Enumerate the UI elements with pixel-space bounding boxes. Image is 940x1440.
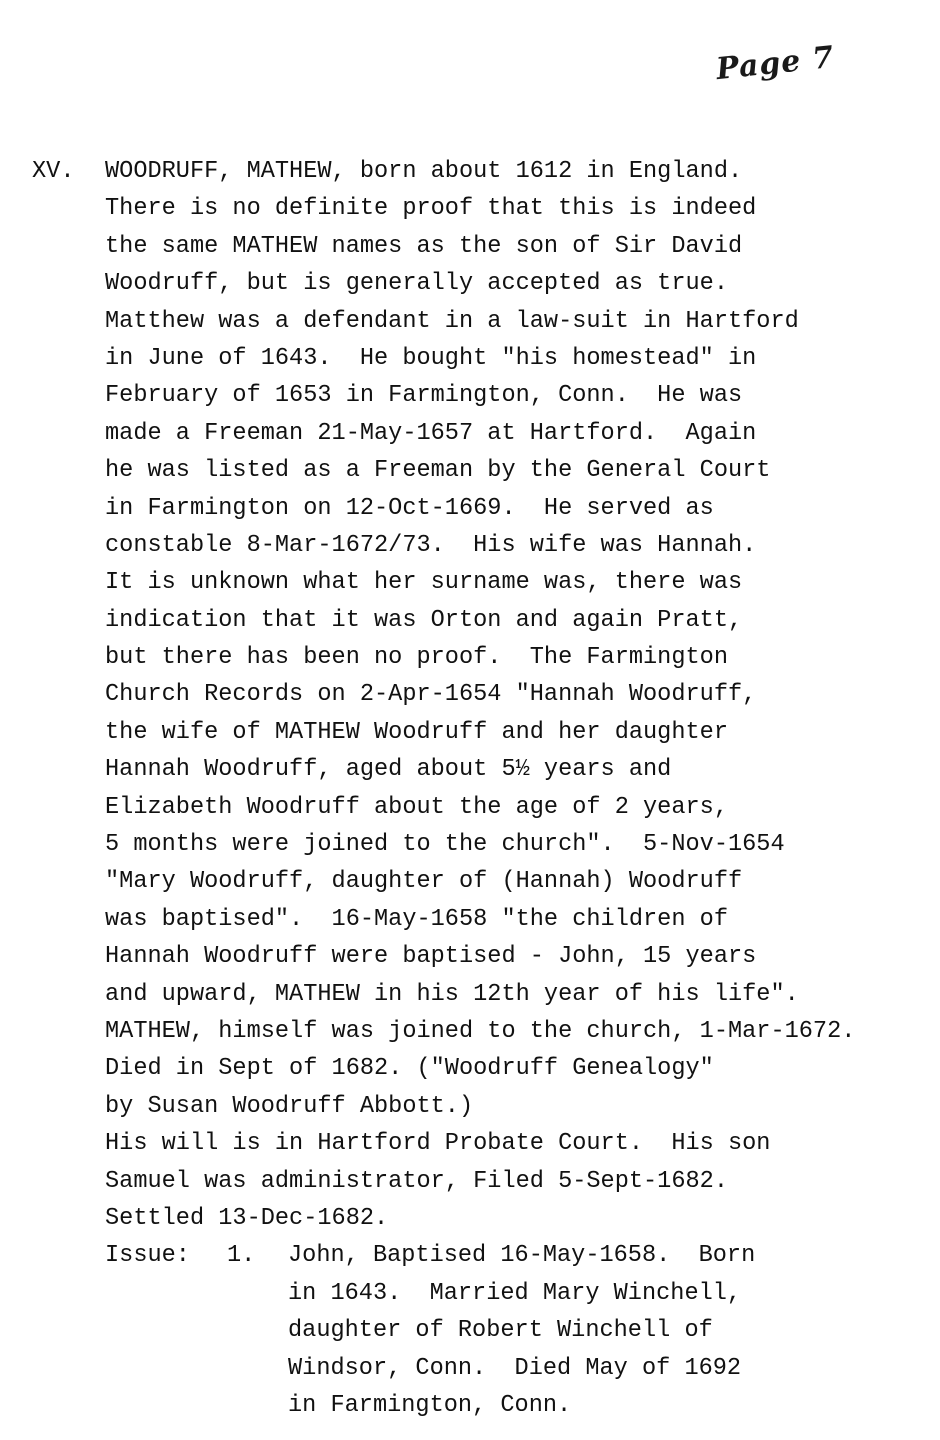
entry-line: but there has been no proof. The Farmington bbox=[105, 644, 728, 672]
entry-line: Hannah Woodruff, aged about 5½ years and bbox=[105, 756, 672, 784]
entry-line: indication that it was Orton and again Pratt, bbox=[105, 606, 743, 634]
entry-line: There is no definite proof that this is indeed bbox=[105, 195, 757, 223]
page-number-handwritten: Page 7 bbox=[714, 39, 837, 88]
issue-item bbox=[105, 1237, 935, 1274]
entry-line: It is unknown what her surname was, there was bbox=[105, 569, 743, 597]
entry-body bbox=[105, 153, 935, 1424]
entry-line: he was listed as a Freeman by the General Court bbox=[105, 457, 771, 485]
issue-line: Windsor, Conn. Died May of 1692 bbox=[288, 1354, 742, 1382]
issue-number: 1. bbox=[227, 1242, 256, 1270]
entry-line: Hannah Woodruff were baptised - John, 15 years bbox=[105, 943, 757, 971]
issue-label: Issue: bbox=[105, 1242, 190, 1270]
entry-number: XV. bbox=[32, 158, 75, 185]
entry-line: His will is in Hartford Probate Court. His son bbox=[105, 1130, 771, 1158]
entry-line: in Farmington on 12-Oct-1669. He served as bbox=[105, 494, 714, 522]
entry-line: was baptised". 16-May-1658 "the children of bbox=[105, 905, 728, 933]
issue-line: daughter of Robert Winchell of bbox=[288, 1317, 713, 1345]
entry-line: the same MATHEW names as the son of Sir David bbox=[105, 232, 743, 260]
entry-line: in June of 1643. He bought "his homestead" in bbox=[105, 344, 757, 372]
entry-line: 5 months were joined to the church". 5-Nov-1654 bbox=[105, 831, 785, 859]
entry-line: MATHEW, himself was joined to the church, 1-Mar-1672. bbox=[105, 1017, 856, 1045]
entry-line: Samuel was administrator, Filed 5-Sept-1682. bbox=[105, 1167, 728, 1195]
entry-line: "Mary Woodruff, daughter of (Hannah) Woodruff bbox=[105, 868, 743, 896]
entry-line: Church Records on 2-Apr-1654 "Hannah Woodruff, bbox=[105, 681, 757, 709]
entry-line: February of 1653 in Farmington, Conn. He was bbox=[105, 382, 743, 410]
entry-line: Woodruff, but is generally accepted as true. bbox=[105, 270, 728, 298]
entry-line: constable 8-Mar-1672/73. His wife was Hannah. bbox=[105, 531, 757, 559]
entry-line: Matthew was a defendant in a law-suit in Hartford bbox=[105, 307, 799, 335]
entry-line: by Susan Woodruff Abbott.) bbox=[105, 1092, 474, 1120]
issue-line: in 1643. Married Mary Winchell, bbox=[288, 1279, 742, 1307]
entry-line: Elizabeth Woodruff about the age of 2 years, bbox=[105, 793, 728, 821]
entry-line: Died in Sept of 1682. ("Woodruff Genealogy" bbox=[105, 1055, 714, 1083]
entry-line: Settled 13-Dec-1682. bbox=[105, 1204, 389, 1232]
entry-line: the wife of MATHEW Woodruff and her daughter bbox=[105, 718, 728, 746]
issue-line: John, Baptised 16-May-1658. Born bbox=[288, 1242, 756, 1270]
entry-line: made a Freeman 21-May-1657 at Hartford. Again bbox=[105, 419, 757, 447]
entry-line: and upward, MATHEW in his 12th year of his life". bbox=[105, 980, 799, 1008]
issue-line: in Farmington, Conn. bbox=[288, 1391, 572, 1419]
entry-line: WOODRUFF, MATHEW, born about 1612 in England. bbox=[105, 158, 743, 185]
